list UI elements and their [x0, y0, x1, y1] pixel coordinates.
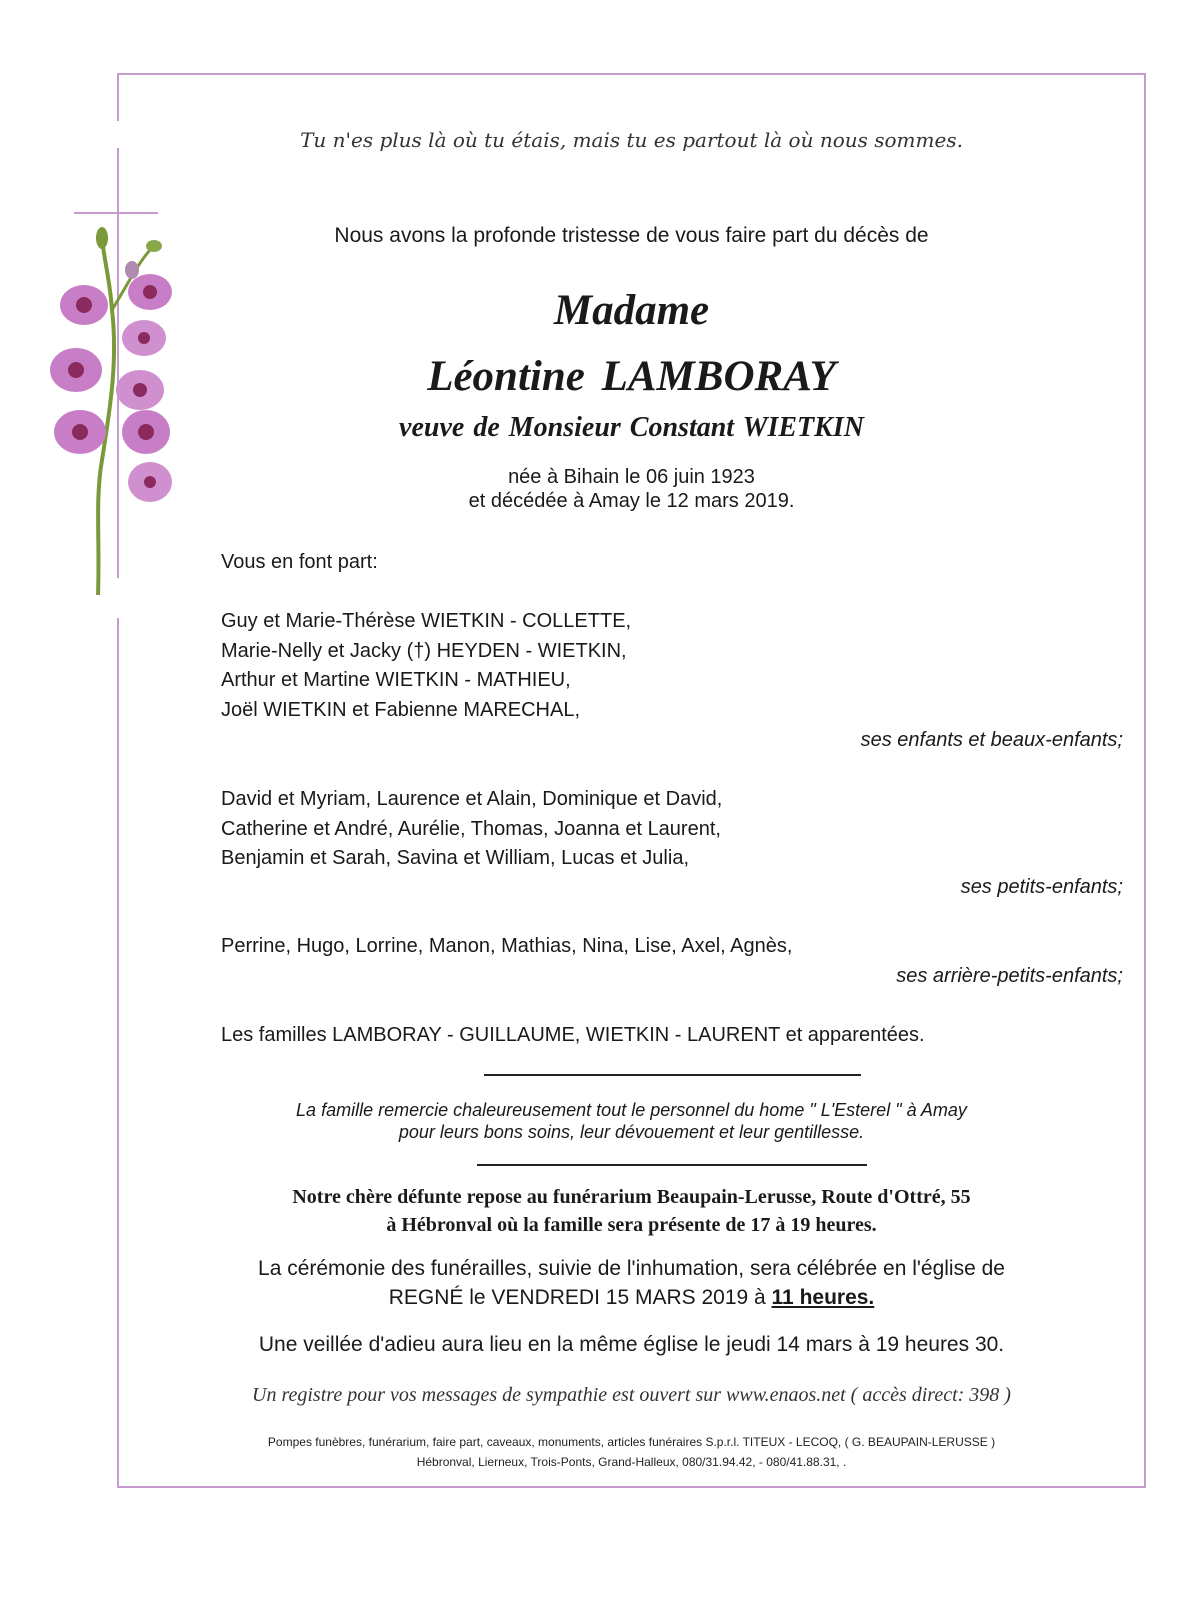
footer-contact: Hébronval, Lierneux, Trois-Ponts, Grand-Halleux, 080/31.94.42, - 080/41.88.31, . [416, 1455, 847, 1469]
ceremony-date [119, 1286, 1144, 1310]
cross-horizontal [74, 212, 158, 214]
repose-text: à Hébronval où la famille sera présente de 17 à 19 heures. [386, 1214, 877, 1236]
frame-top-border [117, 73, 1146, 75]
ceremony-date-text: REGNÉ le VENDREDI 15 MARS 2019 à [388, 1286, 772, 1309]
list-item: Marie-Nelly et Jacky (†) HEYDEN - WIETKIN, [221, 640, 627, 662]
intro-text: Nous avons la profonde tristesse de vous faire part du décès de [334, 224, 929, 247]
frame-left-border [117, 73, 119, 121]
wake-text: Une veillée d'adieu aura lieu en la même église le jeudi 14 mars à 19 heures 30. [258, 1333, 1005, 1356]
deceased-name: Léontine LAMBORAY [427, 353, 836, 400]
thanks-text: pour leurs bons soins, leur dévouement et leur gentillesse. [398, 1122, 865, 1142]
thanks-text: La famille remercie chaleureusement tout le personnel du home " L'Esterel " à Amay [296, 1100, 967, 1120]
birth-info: née à Bihain le 06 juin 1923 [508, 466, 755, 488]
relation-label: ses arrière-petits-enfants; [896, 965, 1123, 987]
list-item: Benjamin et Sarah, Savina et William, Lucas et Julia, [221, 847, 689, 869]
frame-bottom-border [117, 1486, 1146, 1488]
list-item: Guy et Marie-Thérèse WIETKIN - COLLETTE, [221, 610, 632, 632]
death-info: et décédée à Amay le 12 mars 2019. [468, 490, 795, 512]
list-item: Catherine et André, Aurélie, Thomas, Joanna et Laurent, [221, 818, 721, 840]
footer-company: Pompes funèbres, funérarium, faire part, caveaux, monuments, articles funéraires S.p.r.l. TITEUX - LECOQ, ( G. BEAUPAIN-LERUSSE ) [267, 1435, 996, 1449]
divider [484, 1074, 861, 1076]
orchid-illustration [40, 220, 190, 600]
list-item: Arthur et Martine WIETKIN - MATHIEU, [221, 669, 571, 691]
list-item: Perrine, Hugo, Lorrine, Manon, Mathias, Nina, Lise, Axel, Agnès, [221, 935, 793, 957]
ceremony-hour: 11 heures. [771, 1286, 875, 1309]
ceremony-text: La cérémonie des funérailles, suivie de l'inhumation, sera célébrée en l'église de [258, 1257, 1005, 1280]
deceased-title: Madame [553, 287, 710, 334]
divider [477, 1164, 867, 1166]
register-text: Un registre pour vos messages de sympathie est ouvert sur www.enaos.net ( accès direct: 398 ) [252, 1384, 1011, 1406]
repose-text: Notre chère défunte repose au funérarium Beaupain-Lerusse, Route d'Ottré, 55 [292, 1186, 971, 1208]
relation-label: ses enfants et beaux-enfants; [860, 729, 1123, 751]
frame-right-border [1144, 73, 1146, 1488]
list-item: Joël WIETKIN et Fabienne MARECHAL, [221, 699, 581, 721]
relation-label: ses petits-enfants; [960, 876, 1123, 898]
announce-label: Vous en font part: [221, 551, 378, 573]
families-text: Les familles LAMBORAY - GUILLAUME, WIETKIN - LAURENT et apparentées. [221, 1024, 925, 1046]
quote: Tu n'es plus là où tu étais, mais tu es partout là où nous sommes. [300, 128, 963, 152]
frame-left-border-lower [117, 618, 119, 1488]
list-item: David et Myriam, Laurence et Alain, Dominique et David, [221, 788, 723, 810]
widow-of: veuve de Monsieur Constant WIETKIN [399, 412, 864, 443]
